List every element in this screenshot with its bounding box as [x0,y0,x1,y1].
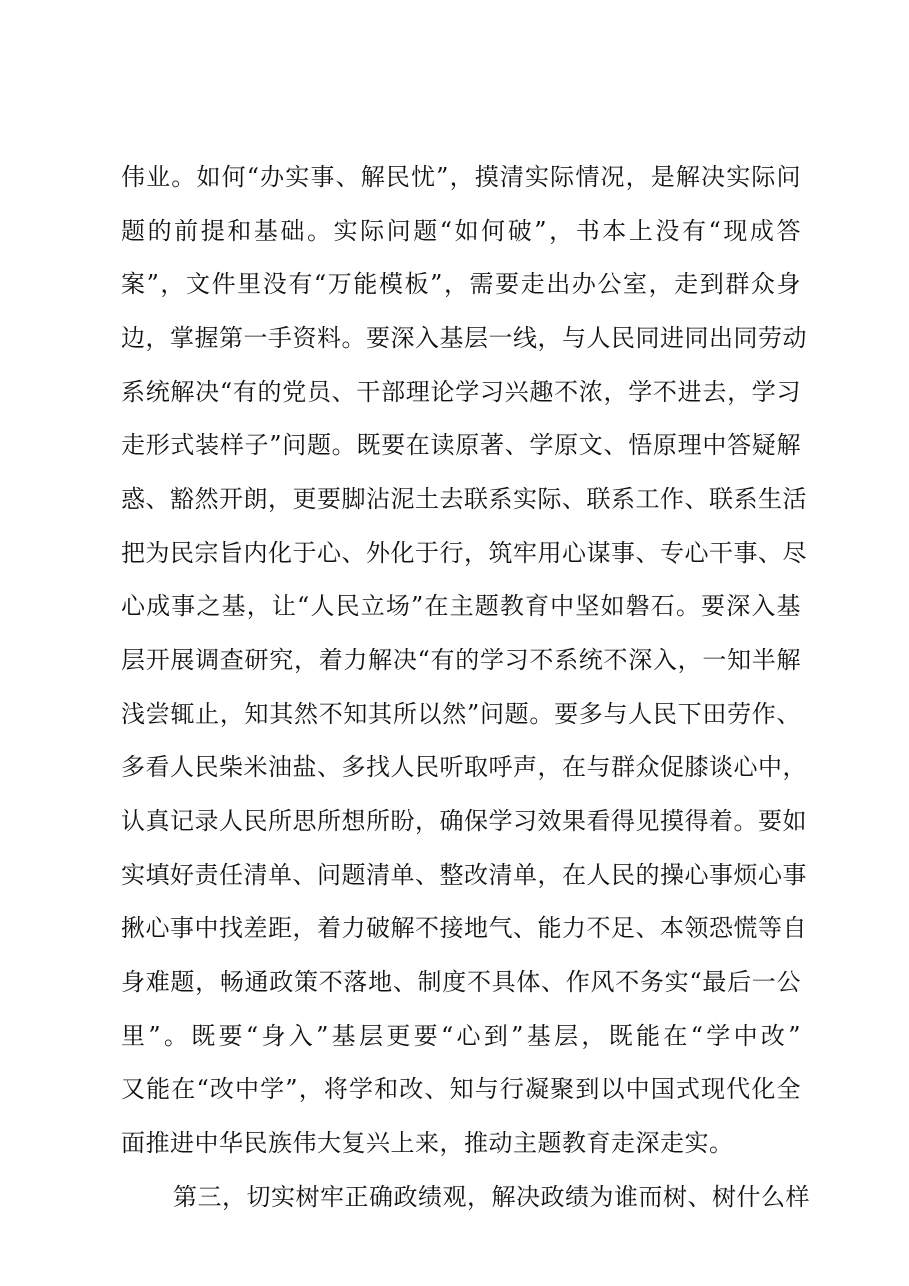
text-line-6: 走形式装样子”问题。既要在读原著、学原文、悟原理中答疑解 [121,431,801,459]
text-line-19: 面推进中华民族伟大复兴上来，推动主题教育走深走实。 [121,1129,734,1157]
text-line-9: 心成事之基，让“人民立场”在主题教育中坚如磐石。要深入基 [121,592,801,620]
text-line-11: 浅尝辄止，知其然不知其所以然”问题。要多与人民下田劳作、 [121,700,801,728]
text-line-13: 认真记录人民所思所想所盼，确保学习效果看得见摸得着。要如 [121,807,807,835]
text-line-20: 第三，切实树牢正确政绩观，解决政绩为谁而树、树什么样 [173,1183,810,1211]
text-line-2: 题的前提和基础。实际问题“如何破”，书本上没有“现成答 [121,217,801,245]
text-line-5: 系统解决“有的党员、干部理论学习兴趣不浓，学不进去，学习 [121,378,801,406]
text-line-8: 把为民宗旨内化于心、外化于行，筑牢用心谋事、专心干事、尽 [121,539,807,567]
text-line-18: 又能在“改中学”，将学和改、知与行凝聚到以中国式现代化全 [121,1075,801,1103]
text-line-4: 边，掌握第一手资料。要深入基层一线，与人民同进同出同劳动 [121,324,807,352]
text-line-3: 案”，文件里没有“万能模板”，需要走出办公室，走到群众身 [121,270,801,298]
text-line-17: 里”。既要“身入”基层更要“心到”基层，既能在“学中改” [121,1022,801,1050]
text-line-15: 揪心事中找差距，着力破解不接地气、能力不足、本领恐慌等自 [121,914,807,942]
text-line-12: 多看人民柴米油盐、多找人民听取呼声，在与群众促膝谈心中， [121,753,807,781]
text-line-16: 身难题，畅通政策不落地、制度不具体、作风不务实“最后一公 [121,968,801,996]
text-line-10: 层开展调查研究，着力解决“有的学习不系统不深入，一知半解 [121,646,801,674]
text-line-14: 实填好责任清单、问题清单、整改清单，在人民的操心事烦心事 [121,861,807,889]
text-line-7: 惑、豁然开朗，更要脚沾泥土去联系实际、联系工作、联系生活 [121,485,807,513]
text-line-1: 伟业。如何“办实事、解民忧”，摸清实际情况，是解决实际问 [121,163,801,191]
